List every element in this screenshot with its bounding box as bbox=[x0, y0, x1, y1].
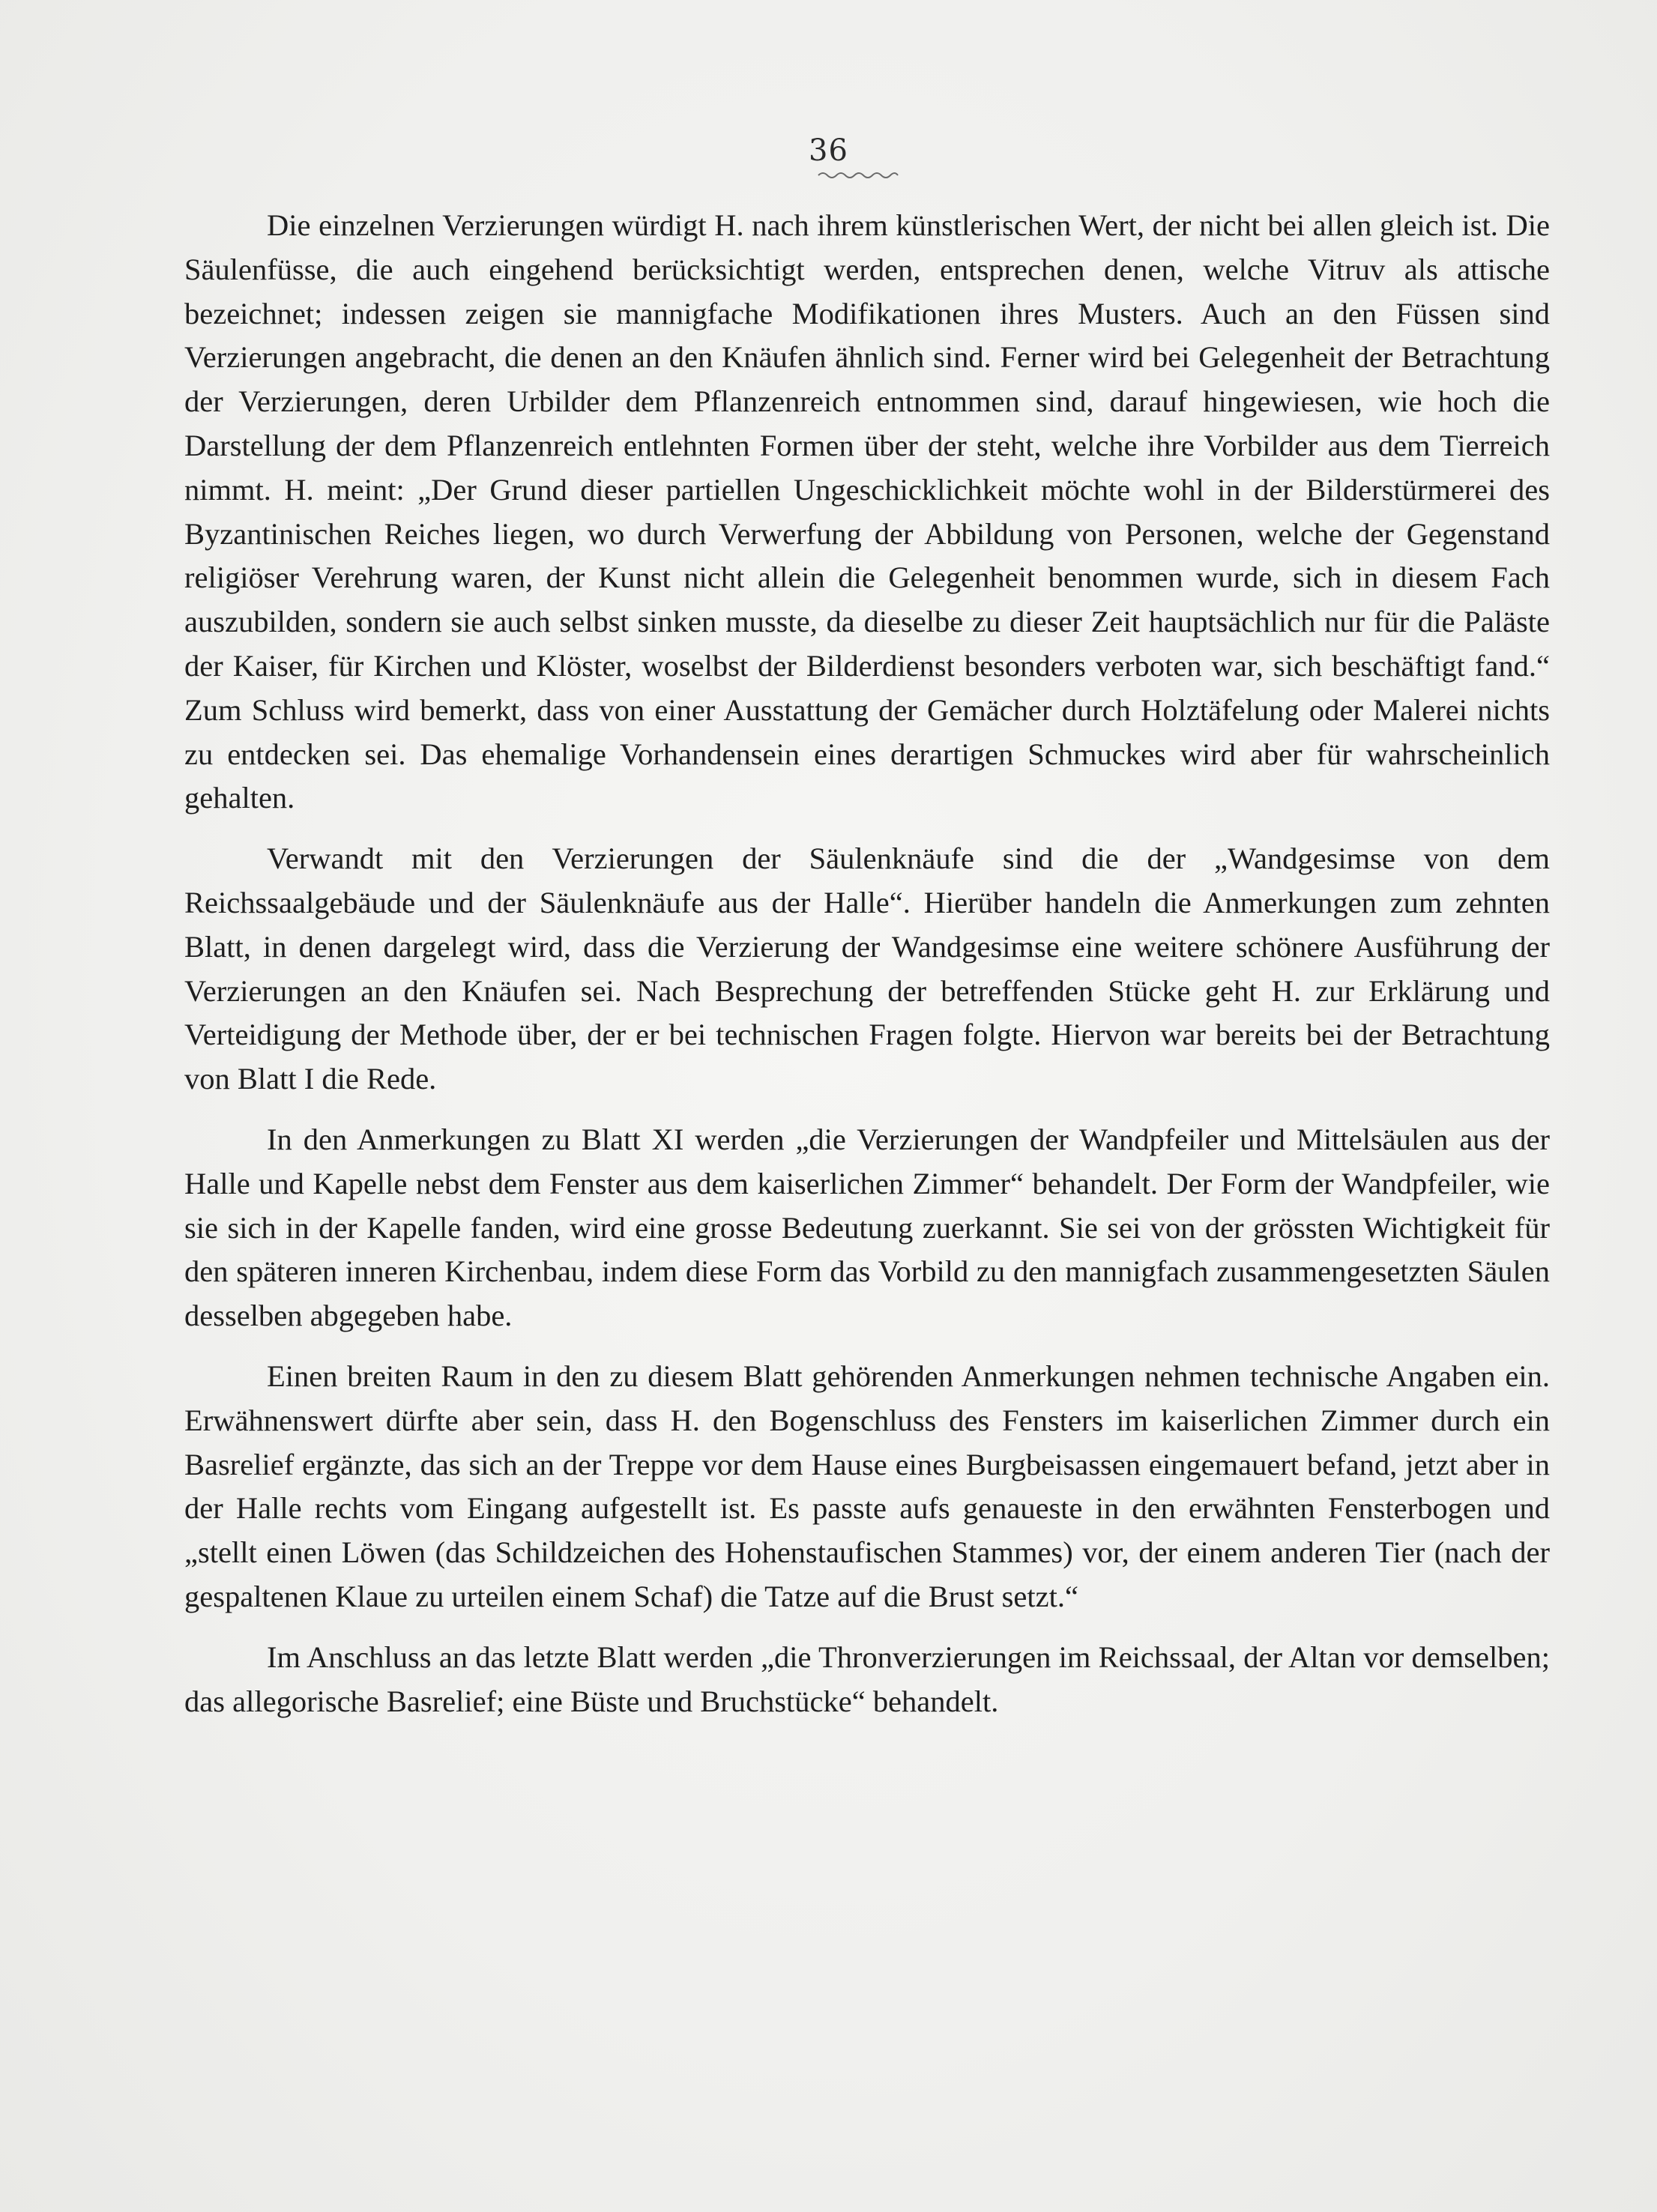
ornament-divider bbox=[817, 169, 899, 181]
paragraph-2: Verwandt mit den Verzierungen der Säulenknäufe sind die der „Wandgesimse von dem Reichssaalgebäude und der Säulenknäufe aus der Halle“. Hierüber handeln die Anmerkungen zum zehnten Blatt, in denen dargelegt wird, dass die Verzierung der Wandgesimse eine weitere schönere Ausführung der Verzierungen an den Knäufen sei. Nach Besprechung der betreffenden Stücke geht H. zur Erklärung und Verteidigung der Methode über, der er bei technischen Fragen folgte. Hiervon war bereits bei der Betrachtung von Blatt I die Rede. bbox=[184, 841, 1550, 1096]
paragraph-4: Einen breiten Raum in den zu diesem Blatt gehörenden Anmerkungen nehmen technische Angaben ein. Erwähnenswert dürfte aber sein, dass H. den Bogenschluss des Fensters im kaiserlichen Zimmer durch ein Basrelief ergänzte, das sich an der Treppe vor dem Hause eines Burgbeisassen eingemauert befand, jetzt aber in der Halle rechts vom Eingang aufgestellt ist. Es passte aufs genaueste in den erwähnten Fensterbogen und „stellt einen Löwen (das Schildzeichen des Hohenstaufischen Stammes) vor, der einem anderen Tier (nach der gespaltenen Klaue zu urteilen einem Schaf) die Tatze auf die Brust setzt.“ bbox=[184, 1359, 1550, 1613]
paragraph-5: Im Anschluss an das letzte Blatt werden „die Thronverzierungen im Reichssaal, der Altan vor demselben; das allegorische Basrelief; eine Büste und Bruchstücke“ behandelt. bbox=[184, 1640, 1550, 1718]
paragraph-3: In den Anmerkungen zu Blatt XI werden „die Verzierungen der Wandpfeiler und Mittelsäulen aus der Halle und Kapelle nebst dem Fenster aus dem kaiserlichen Zimmer“ behandelt. Der Form der Wandpfeiler, wie sie sich in der Kapelle fanden, wird eine grosse Bedeutung zuerkannt. Sie sei von der grössten Wichtigkeit für den späteren inneren Kirchenbau, indem diese Form das Vorbild zu den mannigfach zusammengesetzten Säulen desselben abgegeben habe. bbox=[184, 1122, 1550, 1333]
body-text bbox=[184, 204, 1550, 1740]
paragraph-1: Die einzelnen Verzierungen würdigt H. nach ihrem künstlerischen Wert, der nicht bei allen gleich ist. Die Säulenfüsse, die auch eingehend berücksichtigt werden, entsprechen denen, welche Vitruv als attische bezeichnet; indessen zeigen sie mannigfache Modifikationen ihres Musters. Auch an den Füssen sind Verzierungen angebracht, die denen an den Knäufen ähnlich sind. Ferner wird bei Gelegenheit der Betrachtung der Verzierungen, deren Urbilder dem Pflanzenreich entnommen sind, darauf hingewiesen, wie hoch die Darstellung der dem Pflanzenreich entlehnten Formen über der steht, welche ihre Vorbilder aus dem Tierreich nimmt. H. meint: „Der Grund dieser partiellen Ungeschicklichkeit möchte wohl in der Bilderstürmerei des Byzantinischen Reiches liegen, wo durch Verwerfung der Abbildung von Personen, welche der Gegenstand religiöser Verehrung waren, der Kunst nicht allein die Gelegenheit benommen wurde, sich in diesem Fach auszubilden, sondern sie auch selbst sinken musste, da dieselbe zu dieser Zeit hauptsächlich nur für die Paläste der Kaiser, für Kirchen und Klöster, woselbst der Bilderdienst besonders verboten war, sich beschäftigt fand.“ Zum Schluss wird bemerkt, dass von einer Ausstattung der Gemächer durch Holztäfelung oder Malerei nichts zu entdecken sei. Das ehemalige Vorhandensein eines derartigen Schmuckes wird aber für wahrscheinlich gehalten. bbox=[184, 208, 1550, 815]
page-number: 36 bbox=[809, 133, 848, 168]
